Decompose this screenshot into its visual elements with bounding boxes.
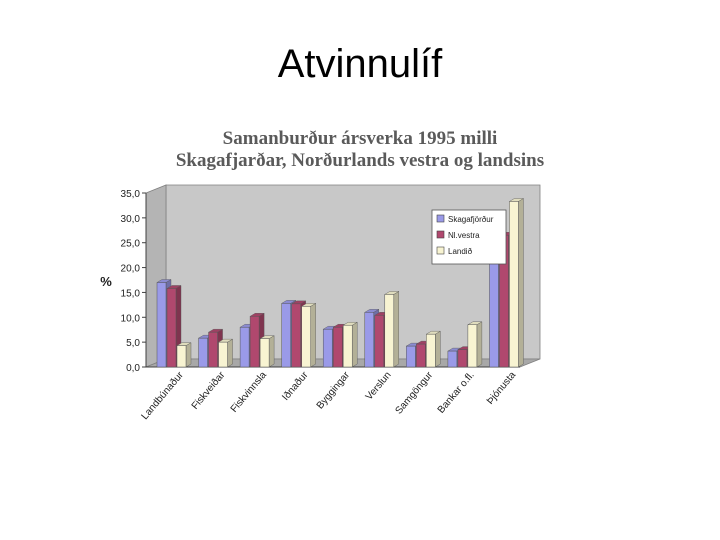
legend-label: Skagafjörður xyxy=(448,215,494,224)
bar xyxy=(416,344,425,367)
bar xyxy=(302,306,311,367)
x-tick-label: Byggingar xyxy=(314,369,353,412)
bar xyxy=(292,304,301,367)
y-tick-label: 10,0 xyxy=(120,313,140,325)
bar xyxy=(240,327,249,367)
x-tick-label: Fiskvinnsla xyxy=(228,369,269,415)
x-tick-label: Þjónusta xyxy=(484,369,519,407)
chart-title-line-2: Skagafjarðar, Norðurlands vestra og landsins xyxy=(175,150,545,171)
y-tick-label: 30,0 xyxy=(120,213,140,225)
bar-side xyxy=(518,198,523,367)
bar xyxy=(385,294,394,367)
legend-swatch xyxy=(437,231,444,238)
bar xyxy=(282,303,291,367)
y-tick-label: 20,0 xyxy=(120,263,140,275)
bar xyxy=(199,338,208,367)
bar xyxy=(375,315,384,367)
bar xyxy=(343,325,352,367)
bar-side xyxy=(269,336,274,367)
bar-side xyxy=(435,331,440,367)
bar xyxy=(468,325,477,367)
y-tick-label: 5,0 xyxy=(126,338,140,350)
bar xyxy=(167,288,176,367)
chart-title-line-1: Samanburður ársverka 1995 milli xyxy=(222,128,498,149)
y-tick-label: 0,0 xyxy=(126,363,140,374)
x-tick-label: Samgöngur xyxy=(393,369,436,417)
x-tick-label: Fiskveiðar xyxy=(189,369,228,412)
bar xyxy=(509,201,518,367)
bar xyxy=(219,342,228,367)
bar-side xyxy=(394,291,399,367)
bar xyxy=(250,316,259,367)
x-tick-label: Landbúnaður xyxy=(139,369,186,423)
y-axis-label: % xyxy=(100,274,112,289)
bar xyxy=(209,332,218,367)
legend-label: Landið xyxy=(448,247,473,256)
bar xyxy=(333,327,342,367)
legend-swatch xyxy=(437,247,444,254)
bar xyxy=(406,346,415,367)
bar xyxy=(448,351,457,367)
bar-side xyxy=(477,322,482,367)
bar-side xyxy=(311,303,316,367)
bar-side xyxy=(186,343,191,367)
bar-side xyxy=(352,322,357,367)
x-tick-label: Iðnaður xyxy=(280,369,311,403)
bar xyxy=(323,329,332,367)
bar xyxy=(426,334,435,367)
bar xyxy=(260,339,269,367)
bar xyxy=(365,312,374,367)
x-tick-label: Bankar o.fl. xyxy=(435,369,477,416)
bar xyxy=(458,350,467,367)
bar-side xyxy=(228,339,233,367)
legend-swatch xyxy=(437,215,444,222)
legend-label: Nl.vestra xyxy=(448,231,480,240)
bar xyxy=(157,282,166,367)
y-tick-label: 25,0 xyxy=(120,238,140,250)
y-tick-label: 15,0 xyxy=(120,288,140,300)
slide-title: Atvinnulíf xyxy=(277,42,443,86)
y-tick-label: 35,0 xyxy=(120,189,140,200)
bar xyxy=(177,346,186,367)
x-tick-label: Verslun xyxy=(363,369,394,403)
